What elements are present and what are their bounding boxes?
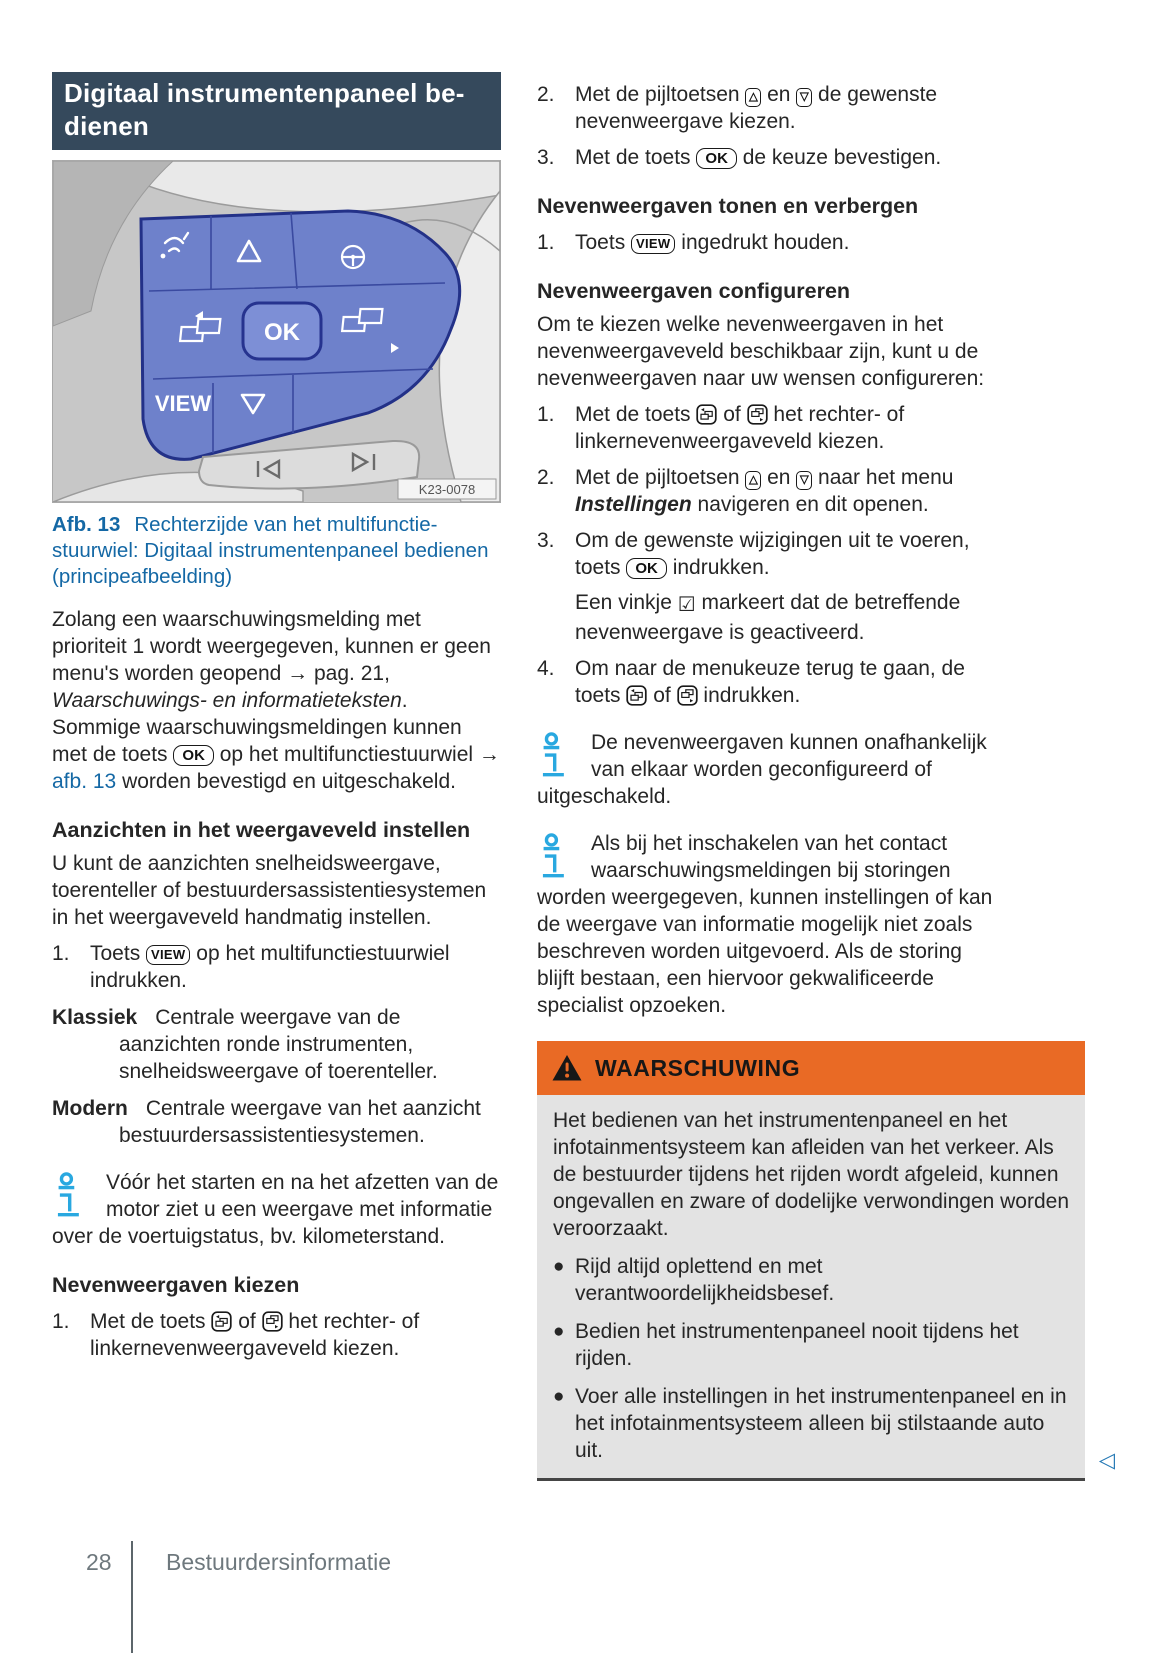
- view-key-icon: VIEW: [146, 945, 190, 965]
- list-configure-steps: [537, 401, 995, 709]
- display-select-left-key-icon: [211, 1311, 232, 1332]
- list-item-group: [537, 464, 995, 518]
- list-item: [537, 229, 995, 256]
- list-number: 3.: [537, 146, 555, 169]
- display-select-left-key-icon: [626, 685, 647, 706]
- figure-steering-wheel: [52, 160, 501, 503]
- heading-choose: Nevenweergaven kiezen: [52, 1273, 300, 1297]
- arrow-up-key-icon: △: [745, 471, 761, 490]
- definition-text: Centrale weergave van het aanzicht bestuurdersassistentiesystemen.: [119, 1097, 481, 1147]
- figure-caption: [52, 512, 501, 590]
- left-column: [52, 72, 501, 1362]
- view-key-label: VIEW: [154, 391, 212, 416]
- checkbox-checked-icon: ☑: [677, 594, 696, 616]
- warning-title: WAARSCHUWING: [595, 1054, 801, 1081]
- list-item: [537, 464, 995, 518]
- info-note: [537, 729, 995, 810]
- bullet-text: Rijd altijd oplettend en met verantwoordelijkheidsbesef.: [575, 1255, 835, 1305]
- list-text: Om naar de menukeuze terug te gaan, de toets of indrukken.: [575, 657, 965, 707]
- view-key-icon: VIEW: [631, 234, 675, 254]
- bullet-text: Voer alle instellingen in het instrumentenpaneel en in het infotainmentsysteem alleen bij stilstaande auto uit.: [575, 1385, 1067, 1462]
- info-note-text: De nevenweergaven kunnen onafhankelijk van elkaar worden geconfigureerd of uitgeschakeld.: [537, 731, 987, 808]
- info-note-text: Vóór het starten en na het afzetten van de motor ziet u een weergave met informatie over de voertuigstatus, bv. kilometerstand.: [52, 1171, 499, 1248]
- arrow-down-key-icon: ▽: [796, 88, 812, 107]
- warning-header: [537, 1041, 1085, 1095]
- list-item: [537, 81, 995, 135]
- ok-key-icon: OK: [626, 558, 667, 579]
- list-text: Met de toets of het rechter- of linkernevenweergaveveld kiezen.: [90, 1310, 420, 1360]
- warning-bullets: [553, 1253, 1069, 1464]
- page-number: 28: [86, 1549, 112, 1575]
- list-text: Met de toets of het rechter- of linkernevenweergaveveld kiezen.: [575, 403, 905, 453]
- list-item: [52, 1308, 501, 1362]
- list-show-hide-steps: [537, 229, 995, 256]
- paragraph-configure-intro: Om te kiezen welke nevenweergaven in het nevenweergaveveld beschikbaar zijn, kunt u de nevenweergaven naar uw wensen configureren:: [537, 313, 985, 390]
- list-number: 1.: [52, 1310, 70, 1333]
- ok-key-icon: OK: [696, 148, 737, 169]
- warning-bullet: [553, 1383, 1069, 1464]
- warning-body: [537, 1095, 1085, 1481]
- list-item-group: [537, 655, 995, 709]
- definition-term: Modern: [52, 1097, 128, 1120]
- list-choose-steps: [52, 1308, 501, 1362]
- bullet-dot: ●: [553, 1256, 565, 1277]
- cross-reference-link[interactable]: afb. 13: [52, 770, 117, 793]
- list-text: Met de pijltoetsen △ en ▽ de gewenste nevenweergave kiezen.: [575, 83, 938, 133]
- arrow-up-key-icon: △: [745, 88, 761, 107]
- bullet-dot: ●: [553, 1386, 565, 1407]
- bullet-text: Bedien het instrumentenpaneel nooit tijdens het rijden.: [575, 1320, 1019, 1370]
- steering-wheel-illustration: [53, 161, 500, 502]
- list-number: 3.: [537, 529, 555, 552]
- definition-text: Centrale weergave van de aanzichten ronde instrumenten, snelheidsweergave of toerenteller.: [119, 1006, 438, 1083]
- heading-views: Aanzichten in het weergaveveld instellen: [52, 818, 471, 842]
- list-item-group: [537, 527, 995, 646]
- warning-triangle-icon: [551, 1053, 583, 1083]
- list-number: 1.: [52, 942, 70, 965]
- list-number: 2.: [537, 83, 555, 106]
- definition-list: [52, 1004, 501, 1149]
- list-item: [537, 527, 995, 581]
- list-text: Toets VIEW ingedrukt houden.: [575, 231, 850, 254]
- warning-box: [537, 1041, 1115, 1481]
- list-item: [52, 940, 501, 994]
- definition-item: [52, 1095, 501, 1149]
- list-text: Met de toets OK de keuze bevestigen.: [575, 146, 942, 169]
- arrow-down-key-icon: ▽: [796, 471, 812, 490]
- display-select-left-key-icon: [696, 404, 717, 425]
- list-choose-steps-continued: [537, 81, 995, 171]
- info-note-icon: [539, 732, 573, 782]
- definition-term: Klassiek: [52, 1006, 138, 1029]
- warning-text: Het bedienen van het instrumentenpaneel en het infotainmentsysteem kan afleiden van het verkeer. Als de bestuurder tijdens het rijden wordt afgeleid, kunnen ongevallen en zware of dodelijke verwondingen worden veroorzaakt.: [553, 1109, 1070, 1240]
- heading-configure: Nevenweergaven configureren: [537, 279, 851, 303]
- bullet-dot: ●: [553, 1321, 565, 1342]
- footer-section-title: Bestuurdersinformatie: [166, 1549, 391, 1575]
- list-item: [537, 144, 995, 171]
- list-item: [537, 655, 995, 709]
- info-note-icon: [539, 833, 573, 883]
- list-item-group: [537, 401, 995, 455]
- warning-bullet: [553, 1318, 1069, 1372]
- page-title: Digitaal instrumentenpaneel be- dienen: [52, 72, 501, 150]
- list-view-steps: [52, 940, 501, 994]
- info-note: [52, 1169, 501, 1250]
- info-note-text: Als bij het inschakelen van het contact waarschuwingsmeldingen bij storingen worden weergegeven, kunnen instellingen of kan de weergave van informatie mogelijk niet zoals beschreven worden uitgevoerd. Als de storing blijft bestaan, een hiervoor gekwalificeerde specialist opzoeken.: [537, 832, 993, 1017]
- definition-item: [52, 1004, 501, 1085]
- list-item: [537, 401, 995, 455]
- figure-caption-label: Afb. 13: [52, 513, 121, 536]
- figure-caption-text: Rechterzijde van het multifunctie-stuurwiel: Digitaal instrumentenpaneel bedienen (principeafbeelding): [52, 513, 489, 588]
- ok-key-icon: OK: [173, 745, 214, 766]
- display-select-right-key-icon: [262, 1311, 283, 1332]
- list-text: Met de pijltoetsen △ en ▽ naar het menu Instellingen navigeren en dit openen.: [575, 466, 954, 516]
- list-number: 4.: [537, 657, 555, 680]
- list-number: 1.: [537, 403, 555, 426]
- list-number: 1.: [537, 231, 555, 254]
- info-note-icon: [54, 1172, 88, 1222]
- paragraph-warning-priority: Zolang een waarschuwingsmelding met prioriteit 1 wordt weergegeven, kunnen er geen menu's worden geopend → pag. 21, Waarschuwings- en informatieteksten. Sommige waarschuwingsmeldingen kunnen met de toets OK op het multifunctiestuurwiel → afb. 13 worden bevestigd en uitgeschakeld.: [52, 608, 500, 793]
- display-select-right-key-icon: [677, 685, 698, 706]
- list-text: Toets VIEW op het multifunctiestuurwiel indrukken.: [90, 942, 450, 992]
- ok-key-label: OK: [264, 319, 300, 346]
- list-number: 2.: [537, 466, 555, 489]
- display-select-right-key-icon: [747, 404, 768, 425]
- figure-reference-tag: K23-0078: [418, 482, 476, 497]
- footer-divider: [131, 1541, 133, 1653]
- list-subparagraph: Een vinkje ☑ markeert dat de betreffende nevenweergave is geactiveerd.: [575, 591, 961, 644]
- paragraph-views-intro: U kunt de aanzichten snelheidsweergave, toerenteller of bestuurdersassistentiesystemen in het weergaveveld handmatig instellen.: [52, 852, 487, 929]
- warning-bullet: [553, 1253, 1069, 1307]
- right-column: [537, 72, 1115, 1481]
- heading-show-hide: Nevenweergaven tonen en verbergen: [537, 194, 919, 218]
- info-note: [537, 830, 995, 1019]
- list-text: Om de gewenste wijzigingen uit te voeren, toets OK indrukken.: [575, 529, 970, 579]
- section-continues-marker: ◁: [1098, 1449, 1115, 1472]
